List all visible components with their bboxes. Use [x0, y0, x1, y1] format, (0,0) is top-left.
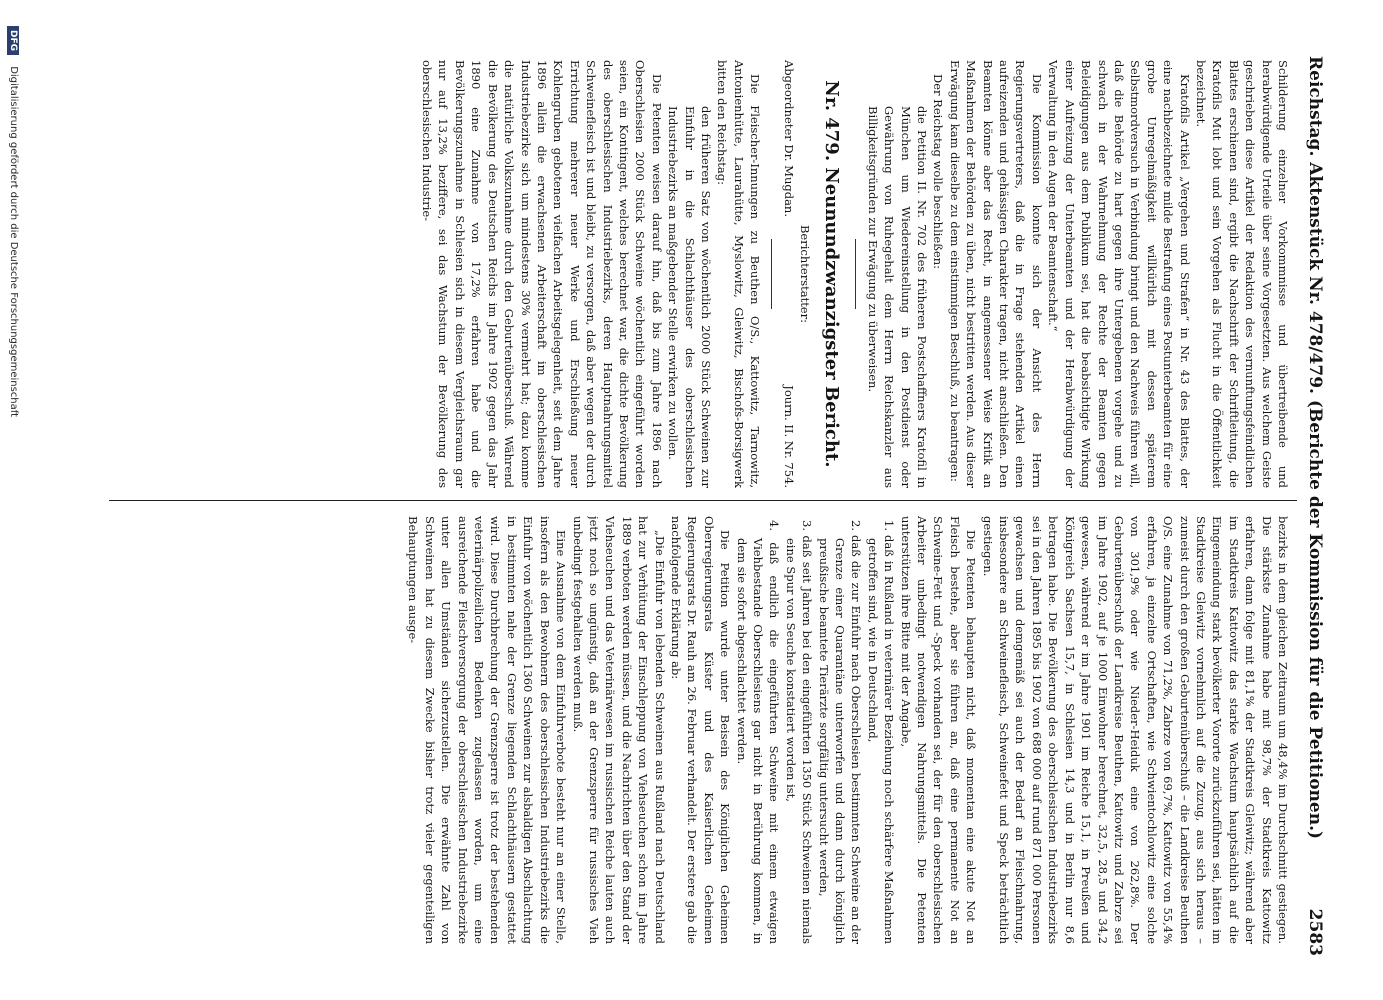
list-item [864, 516, 897, 944]
reporter-line [780, 60, 796, 488]
reporter-name: Abgeordneter Dr. Mugdan. [781, 60, 796, 217]
list-text: daß seit Jahren bei den eingeführten 1350 Stück Schweinen niemals eine Spur von Seuche konstatiert worden ist, [783, 535, 815, 944]
petition-request: den früheren Satz von wöchentlich 2000 Stück Schweinen zur Einfuhr in die Schlachthäuser des oberschlesischen Industriebezirks an maßgebender Stelle erwirken zu wollen. [666, 106, 713, 488]
reporter-label: Berichterstatter: [798, 224, 813, 323]
column-divider [109, 500, 1297, 501]
funding-note [3, 26, 19, 976]
list-text: daß die zur Einfuhr nach Oberschlesien bestimmten Schweine an der Grenze einer Quarantäne unterworfen und dann durch königlich preußische beamtete Tierärzte sorgfältig untersucht werden, [816, 534, 864, 944]
paragraph: Kratofils Artikel „Vergehen und Strafen“ in Nr. 43 des Blattes, der eine nachbezeichnete milde Bestrafung eines Postunterbeamten für eine grobe Unregelmäßigkeit willkürlich mit dessen späterem Selbstmordversuch in Verbindung bringt und den Nachweis führen will, daß die Behörde zu hart gegen ihre Untergebenen vorgehe und zu schwach in der Wahrnehmung der Rechte der Beamten gegen Beleidigungen aus dem Publikum sei, hat die beabsichtigte Wirkung einer Aufreizung der Unterbeamten und der Herabwürdigung der Verwaltung in den Augen der Beamtenschaft.“ [1046, 60, 1192, 488]
report-heading: Nr. 479. Neunundzwanzigster Bericht. [821, 80, 843, 468]
list-number: 1. [882, 520, 897, 531]
list-item [782, 516, 815, 944]
dfg-logo: DFG [7, 26, 19, 55]
quoted-statement: „Die Einfuhr von lebenden Schweinen aus Rußland nach Deutschland hat zur Verhütung der Einschleppung von Viehseuchen schon im Jahre 1889 verboten werden müssen, und die Nachrichten über den Stand der Viehseuchen und das Veterinärwesen im russischen Reiche lauten auch jetzt noch so ungünstig, daß an der Grenzsperre für russisches Vieh unbedingt festgehalten werden muß. [570, 516, 667, 944]
page-header [1301, 56, 1325, 956]
paragraph: Schilderung einzelner Vorkommnisse und übertreibende und herabwürdigende Urteile über seine Vorgesetzten. Aus welchem Geiste geschrieben diese Artikel der Redaktion des vernunftungsfeindlichen Blattes erschienen sind, ergibt die Nachschrift der Schriftleitung, die Kratofils Mut lobt und sein Vorgehen als Flucht in die Öffentlichkeit bezeichnet. [1193, 60, 1290, 488]
list-item [815, 516, 864, 944]
numbered-list [733, 516, 897, 944]
list-number: 4. [767, 520, 782, 531]
funding-text: Digitalisierung gefördert durch die Deutsche Forschungsgemeinschaft [8, 66, 19, 418]
list-item [733, 516, 782, 944]
page-number: 2583 [1305, 908, 1325, 956]
right-column [105, 516, 1291, 944]
running-head: Reichstag. Aktenstück Nr. 478/479. (Berichte der Kommission für die Petitionen.) [1305, 56, 1325, 840]
paragraph: Die Petition wurde unter Beisein des Königlichen Geheimen Oberregierungsrats Küster und des Kaiserlichen Geheimen Regierungsrats Dr. Rauh am 26. Februar verhandelt. Der erstere gab die nachfolgende Erklärung ab: [668, 516, 733, 944]
paragraph: Die Petenten behaupten nicht, daß momentan eine akute Not an Fleisch bestehe, aber sie führen an, daß eine permanente Not an Schweine-Fett und -Speck vorhanden sei, der für den oberschlesischen Arbeiter unbedingt notwendigen Nahrungsmittels. Die Petenten unterstützen ihre Bitte mit der Angabe, [898, 516, 979, 944]
list-number: 2. [849, 520, 864, 531]
paragraph: Eine Ausnahme von dem Einfuhrverbote besteht nur an einer Stelle, insofern als den Bewohnern des oberschlesischen Industriebezirks die Einfuhr von wöchentlich 1360 Schweinen zur alsbaldigen Abschlachtung in bestimmten nahe der Grenze liegenden Schlachthäusern gestattet wird. Diese Durchbrechung der Grenzsperre ist trotz der bestehenden veterinärpolizeilichen Bedenken zugelassen worden, um eine ausreichende Fleischversorgung der oberschlesischen Industriebezirke unter allen Umständen sicherzustellen. Die erwähnte Zahl von Schweinen hat zu diesem Zwecke bisher trotz vieler gegenteiligen Behauptungen ausge- [406, 516, 569, 944]
list-text: daß endlich die eingeführten Schweine mit einem etwaigen Viehbestande Oberschlesiens gar nicht in Berührung kommen, in dem sie sofort abgeschlachtet werden. [734, 538, 782, 944]
list-number: 3. [800, 520, 815, 531]
left-column [105, 60, 1291, 488]
divider-rule [855, 239, 856, 309]
paragraph: bezirks in dem gleichen Zeitraum um 48,4% im Durchschnitt gestiegen. Die stärkste Zunahme habe mit 98,7% der Stadtkreis Kattowitz erfahren, dann folge mit 81,1% der Stadtkreis Gleiwitz; während aber im Stadtkreis Kattowitz das starke Wachstum hauptsächlich auf die Eingemeindung stark bevölkerter Vororte zurückzuführen sei, hätten im Stadtkreise Gleiwitz vornehmlich auf die Zuzug, aus sich heraus – zumeist durch den großen Geburtenüberschuß – die Landkreise Beuthen O/S. eine Zunahme von 71,2%, Zabrze von 69,7%, Kattowitz von 55,4% erfahren, ja einzelne Ortschaften, wie Schwientochlowitz eine solche von 301,9% oder wie Nieder-Heiduk eine von 262,8%. Der Geburtenüberschuß der Landkreise Beuthen, Kattowitz und Zabrze sei im Jahre 1902, auf je 1000 Einwohner berechnet, 32,5, 28,5 und 34,2 gewesen, während er im Jahre 1901 im Reiche 15,1, in Preußen und Königreich Sachsen 15,7, in Schlesien 14,3 und in Berlin nur 8,6 betragen habe. Die Bevölkerung des oberschlesischen Industriebezirks sei in den Jahren 1895 bis 1902 von 688 000 auf rund 871 000 Personen gewachsen und demgemäß sei auch der Bedarf an Fleischnahrung, insbesondere an Schweinefleisch, Schweinefett und Speck beträchtlich gestiegen. [980, 516, 1290, 944]
paragraph: Die Kommission konnte sich der Ansicht des Herrn Regierungsvertreters, daß die in Frage stehenden Artikel einen aufreizenden und gehässigen Charakter tragen, nicht anschließen. Den Beamten könne aber das Recht, in angemessener Weise Kritik an Maßnahmen der Behörden zu üben, nicht bestritten werden. Aus dieser Erwägung kam dieselbe zu dem einstimmigen Beschluß, zu beantragen: [947, 60, 1044, 488]
motion-text: die Petition II. Nr. 702 des früheren Postschaffners Kratofil in München um Wiedereinstellung in den Postdienst oder Gewährung von Ruhegehalt dem Herrn Reichskanzler aus Billigkeitsgründen zur Erwägung zu überweisen. [865, 106, 930, 488]
list-text: daß in Rußland in veterinärer Beziehung noch schärfere Maßnahmen getroffen sind, wie in Deutschland, [865, 534, 897, 944]
paragraph: Der Reichstag wolle beschließen: [931, 74, 946, 269]
paragraph: Die Petenten weisen darauf hin, daß bis zum Jahre 1896 nach Oberschlesien 2000 Stück Schweine wöchentlich eingeführt worden seien, ein Kontingent, welches berechnet war, die dichte Bevölkerung des oberschlesischen Industriebezirks, deren Hauptnahrungsmittel Schweinefleisch ist und bleibt, zu versorgen, daß aber wegen der durch Errichtung mehrerer neuer Werke und Erschließung neuer Kohlengruben gebotenen vielfachen Arbeitsgelegenheit, seit dem Jahre 1896 allein die erwachsenen Arbeiterschaft im oberschlesischen Industriebezirke sich um mindestens 30% vermehrt hat; dazu komme die natürliche Volkszunahme durch den Geburtenüberschuß. Während die Bevölkerung des Deutschen Reichs im Jahre 1902 gegen das Jahr 1890 eine Zunahme von 17,2% erfahren habe und die Bevölkerungszunahme in Schlesien sich in diesem Vergleichsraum gar nur auf 13,2% beziffere, sei das Wachstum der Bevölkerung des oberschlesischen Industrie- [420, 60, 664, 488]
divider-rule [771, 239, 772, 309]
petition-intro: Die Fleischer-Innungen zu Beuthen O/S., Kattowitz, Tarnowitz, Antonienhütte, Laurahütte, Myslowitz, Gleiwitz, Bischofs-Borsigwerk bitten den Reichstag: [715, 60, 763, 488]
journal-number: Journ. II. Nr. 754. [781, 385, 796, 488]
